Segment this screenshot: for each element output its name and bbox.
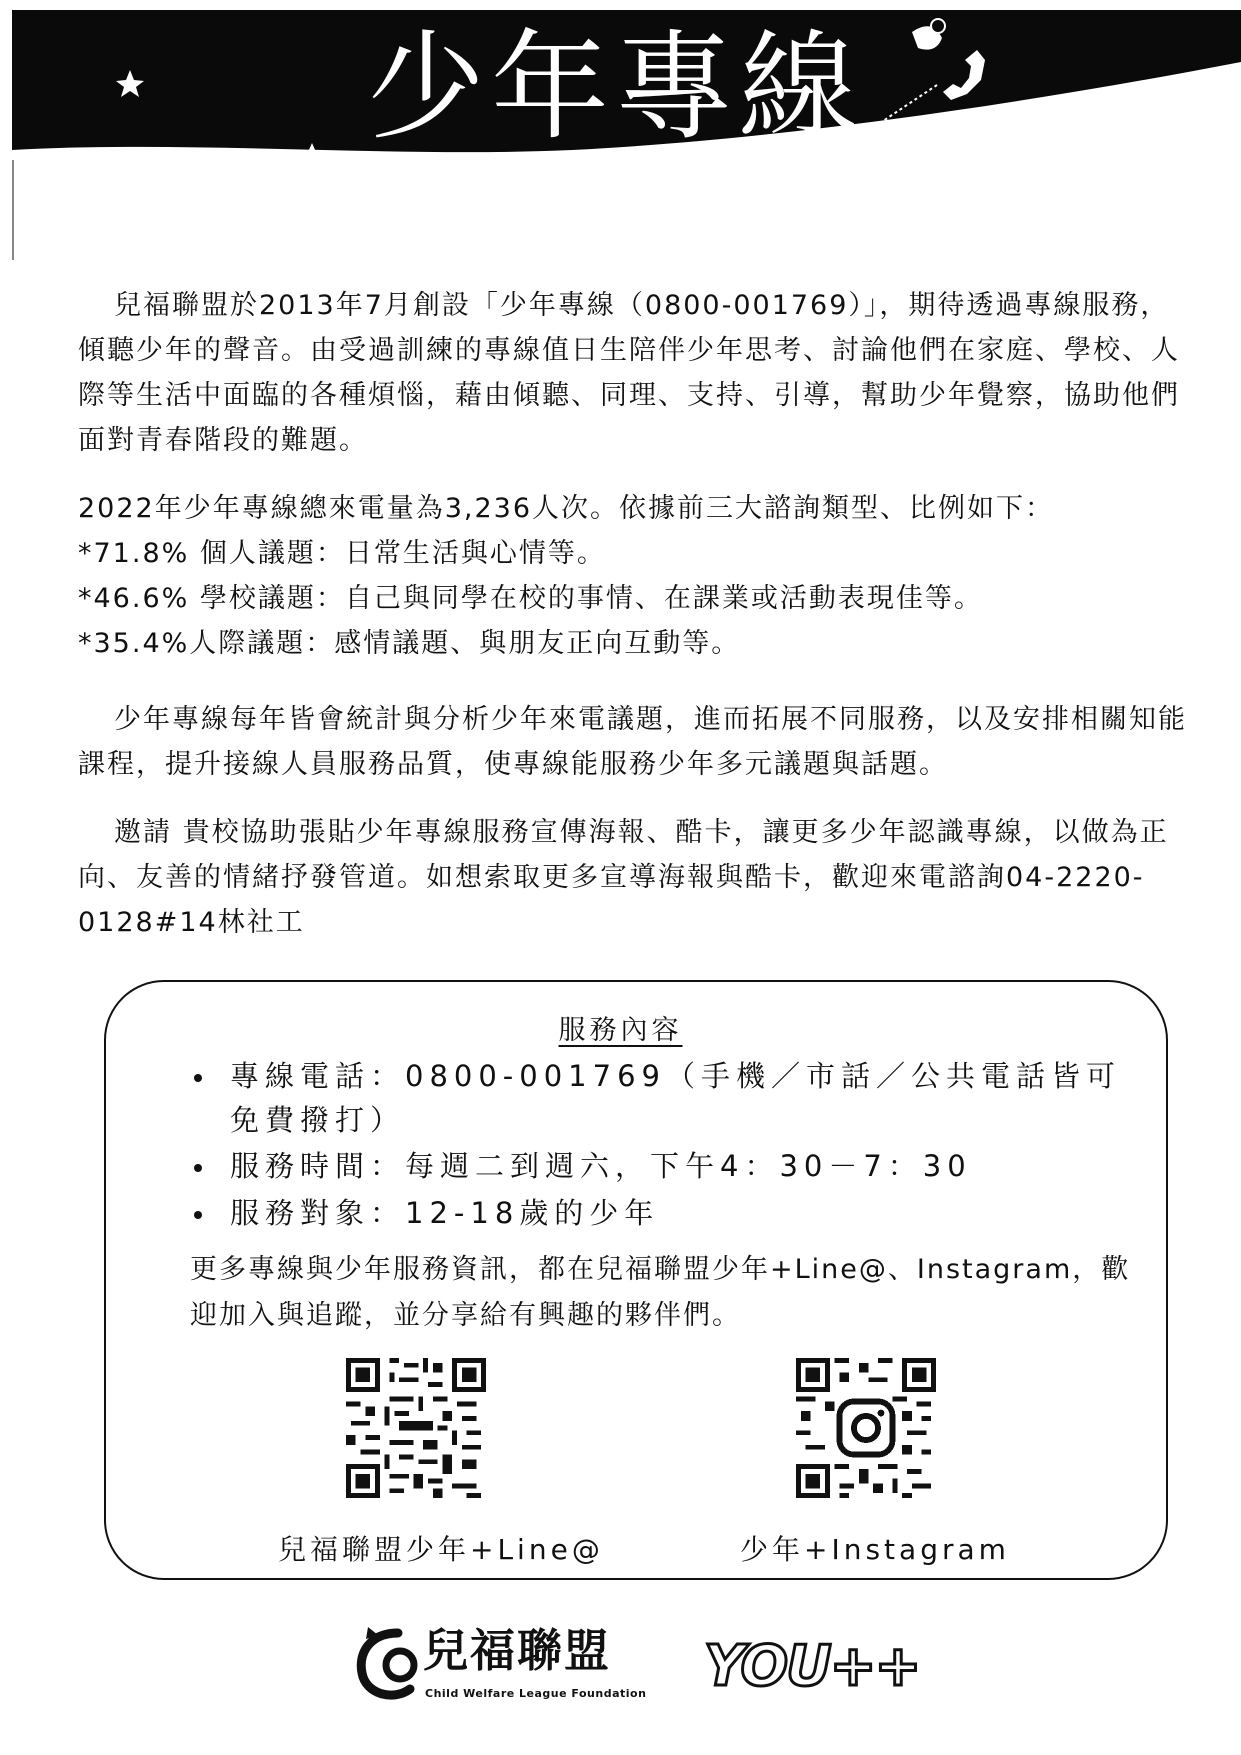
service-hours-item (196, 1149, 972, 1183)
org-name: 兒福聯盟 (423, 1624, 612, 1677)
analysis-paragraph: 少年專線每年皆會統計與分析少年來電議題，進而拓展不同服務，以及安排相關知能課程，提升接線人員服務品質，使專線能服務少年多元議題與話題。 (78, 704, 1187, 780)
you-plus-logo (700, 1633, 965, 1693)
service-hotline-item (196, 1059, 1121, 1093)
stats-intro: 2022年少年專線總來電量為3,236人次。依據前三大諮詢類型、比例如下： (78, 493, 1055, 524)
brand-text: YOU++ (704, 1634, 920, 1693)
bullet-icon (194, 1164, 202, 1172)
bullet-icon (194, 1074, 202, 1082)
instagram-qr-label: 少年+Instagram (740, 1533, 1010, 1566)
stats-block (78, 486, 1188, 666)
stat-interpersonal: *35.4%人際議題：感情議題、與朋友正向互動等。 (78, 628, 741, 659)
line-qr-code[interactable] (346, 1358, 486, 1498)
line-qr-label: 兒福聯盟少年+Line@ (278, 1533, 604, 1566)
stat-school: *46.6% 學校議題：自己與同學在校的事情、在課業或活動表現佳等。 (78, 583, 983, 614)
org-english-name: Child Welfare League Foundation (425, 1687, 647, 1700)
intro-paragraph: 兒福聯盟於2013年7月創設「少年專線（0800-001769）」，期待透過專線服務，傾聽少年的聲音。由受過訓練的專線值日生陪伴少年思考、討論他們在家庭、學校、人際等生活中面臨的各種煩惱，藉由傾聽、同理、支持、引導，幫助少年覺察，協助他們面對青春階段的難題。 (78, 290, 1180, 456)
invitation-paragraph: 邀請 貴校協助張貼少年專線服務宣傳海報、酷卡，讓更多少年認識專線，以做為正向、友善的情緒抒發管道。如想索取更多宣導海報與酷卡，歡迎來電諮詢04-2220-0128#14林社工 (78, 817, 1169, 938)
instagram-qr-code[interactable] (796, 1358, 936, 1498)
stat-personal: *71.8% 個人議題：日常生活與心情等。 (78, 538, 606, 569)
service-hotline-text: 專線電話：0800-001769（手機／市話／公共電話皆可 (230, 1059, 1121, 1093)
service-audience-item (196, 1196, 660, 1230)
header-banner (12, 10, 1241, 220)
instagram-icon (839, 1401, 892, 1454)
more-info-text: 更多專線與少年服務資訊，都在兒福聯盟少年+Line@、Instagram，歡迎加入與追蹤，並分享給有興趣的夥伴們。 (190, 1254, 1131, 1331)
service-hours-text: 服務時間：每週二到週六，下午4：30－7：30 (230, 1149, 972, 1183)
page-title: 少年專線 (367, 18, 864, 156)
service-heading: 服務內容 (558, 1015, 683, 1046)
service-audience-text: 服務對象：12-18歲的少年 (230, 1196, 660, 1230)
scan-border-line (12, 160, 14, 260)
service-hotline-cont: 免費撥打） (230, 1103, 406, 1137)
bullet-icon (194, 1211, 202, 1219)
